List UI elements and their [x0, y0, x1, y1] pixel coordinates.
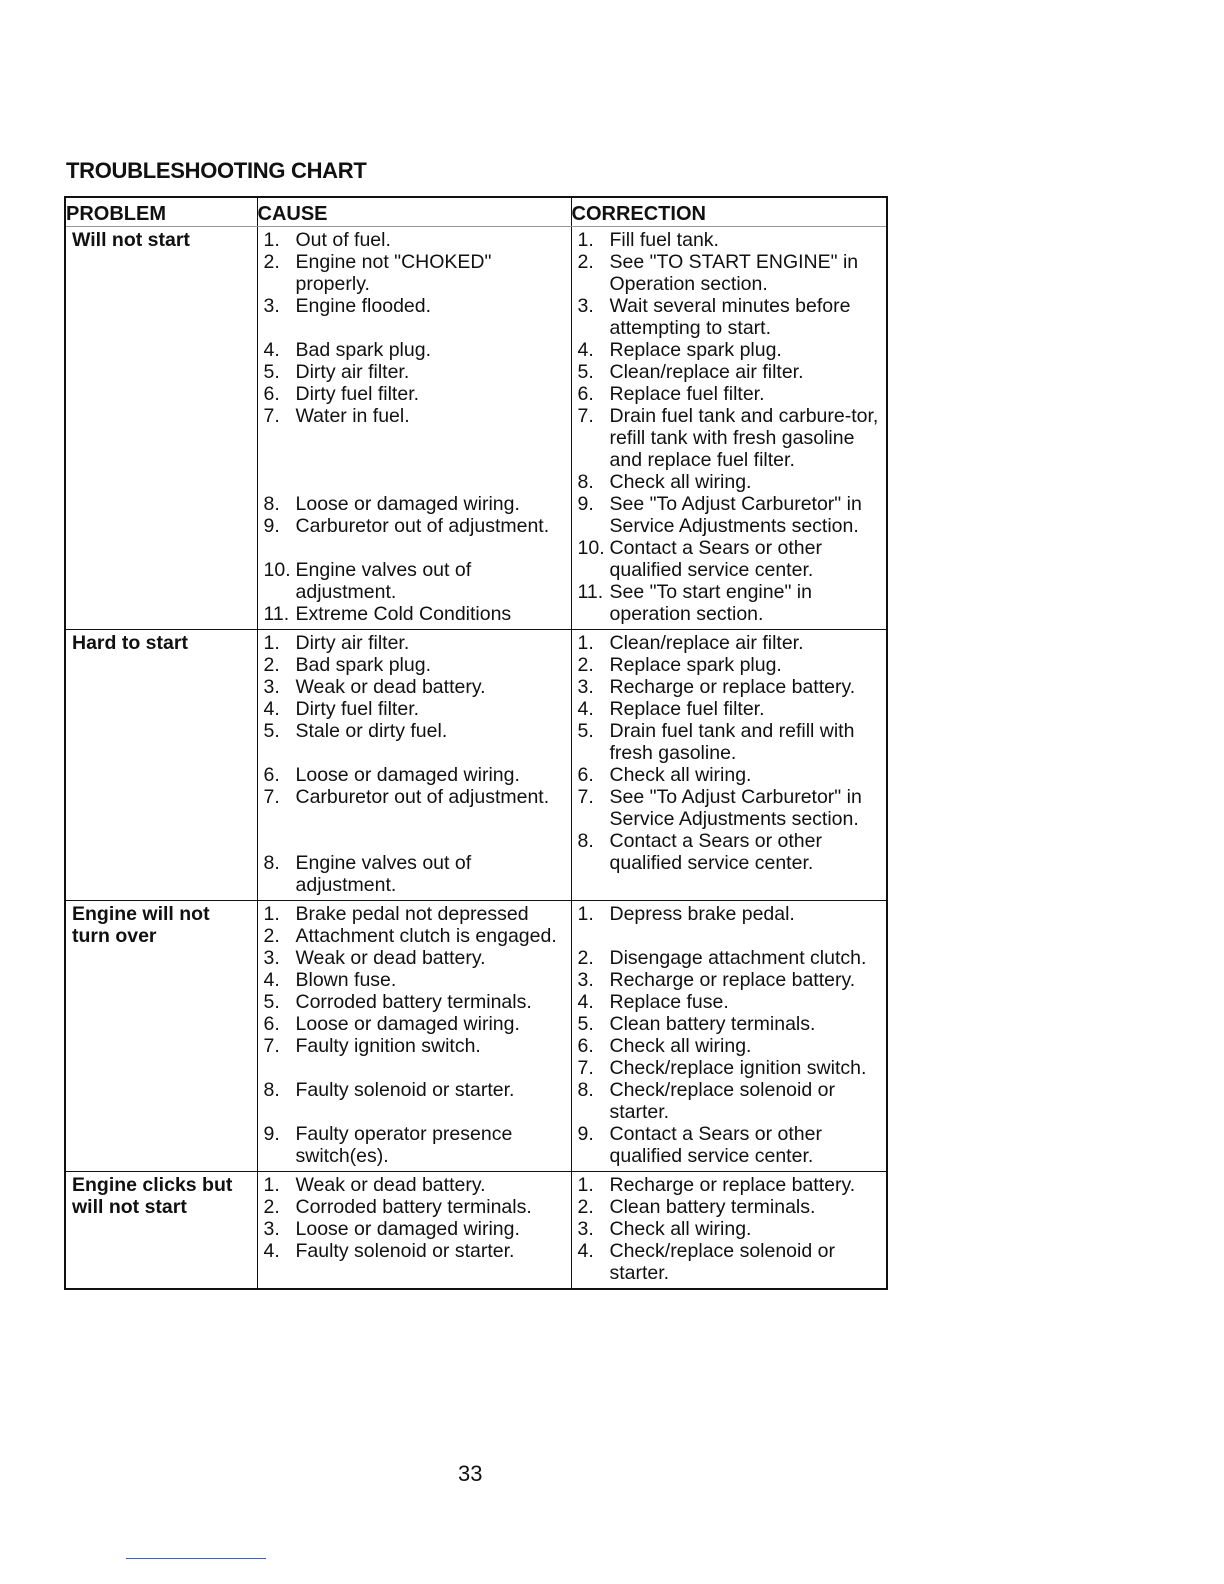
list-item: 8. Engine valves out of adjustment.	[263, 852, 472, 896]
list-item: 3. Engine flooded.	[263, 295, 432, 317]
list-item: 7. Water in fuel.	[263, 405, 410, 427]
list-item: 9. Carburetor out of adjustment.	[263, 515, 550, 537]
table-row	[65, 227, 887, 630]
cause-cell	[257, 1172, 571, 1290]
list-item: 3. Wait several minutes before attempting to start.	[577, 295, 851, 339]
problem-cell: Will not start	[72, 229, 190, 251]
table-row	[65, 1172, 887, 1290]
table-row	[65, 901, 887, 1172]
list-item: 6. Replace fuel filter.	[577, 383, 765, 405]
list-item: 2. Bad spark plug.	[263, 654, 432, 676]
list-item: 9. See "To Adjust Carburetor" in Service Adjustments section.	[577, 493, 862, 537]
list-item: 7. Faulty ignition switch.	[263, 1035, 481, 1057]
list-item: 2. Attachment clutch is engaged.	[263, 925, 557, 947]
table-row	[65, 630, 887, 901]
list-item: 1. Brake pedal not depressed	[263, 903, 529, 925]
list-item: 4. Check/replace solenoid or starter.	[577, 1240, 835, 1284]
list-item: 8. Contact a Sears or other qualified service center.	[577, 830, 822, 874]
list-item: 1. Fill fuel tank.	[577, 229, 719, 251]
list-item: 5. Stale or dirty fuel.	[263, 720, 448, 742]
problem-cell: Engine clicks but will not start	[65, 1172, 257, 1290]
list-item: 4. Blown fuse.	[263, 969, 397, 991]
troubleshooting-table	[64, 196, 888, 1290]
list-item: 5. Drain fuel tank and refill with fresh gasoline.	[577, 720, 855, 764]
list-item: 4. Replace fuse.	[577, 991, 729, 1013]
list-item: 11. See "To start engine" in operation section.	[577, 581, 812, 625]
list-item: 2. Clean battery terminals.	[577, 1196, 816, 1218]
header-cause: CAUSE	[257, 197, 571, 227]
problem-cell: Engine will not turn over	[65, 901, 257, 1172]
list-item: 1. Weak or dead battery.	[263, 1174, 486, 1196]
list-item: 5. Corroded battery terminals.	[263, 991, 532, 1013]
list-item: 5. Clean/replace air filter.	[577, 361, 804, 383]
list-item: 3. Loose or damaged wiring.	[263, 1218, 520, 1240]
table-header-row	[65, 197, 887, 227]
list-item: 1. Out of fuel.	[263, 229, 391, 251]
page-title: TROUBLESHOOTING CHART	[66, 158, 367, 183]
list-item: 1. Recharge or replace battery.	[577, 1174, 856, 1196]
list-item: 4. Faulty solenoid or starter.	[263, 1240, 515, 1262]
problem-cell: Hard to start	[65, 630, 257, 901]
list-item: 2. Engine not "CHOKED" properly.	[263, 251, 492, 295]
list-item: 8. Faulty solenoid or starter.	[263, 1079, 515, 1101]
list-item: 7. Drain fuel tank and carbure-tor, refill tank with fresh gasoline and replace fuel filter.	[577, 405, 879, 471]
list-item: 4. Dirty fuel filter.	[263, 698, 420, 720]
list-item: 3. Check all wiring.	[577, 1218, 752, 1240]
correction-cell	[571, 1172, 887, 1290]
list-item: 10. Engine valves out of adjustment.	[263, 559, 472, 603]
list-item: 5. Dirty air filter.	[263, 361, 410, 383]
list-item: 4. Bad spark plug.	[263, 339, 432, 361]
list-item: 2. Corroded battery terminals.	[263, 1196, 532, 1218]
list-item: 8. Loose or damaged wiring.	[263, 493, 520, 515]
list-item: 6. Loose or damaged wiring.	[263, 764, 520, 786]
list-item: 3. Weak or dead battery.	[263, 947, 486, 969]
list-item: 3. Recharge or replace battery.	[577, 676, 856, 698]
cause-cell	[257, 630, 571, 901]
list-item: 3. Weak or dead battery.	[263, 676, 486, 698]
list-item: 8. Check/replace solenoid or starter.	[577, 1079, 835, 1123]
list-item: 10. Contact a Sears or other qualified service center.	[577, 537, 822, 581]
list-item: 8. Check all wiring.	[577, 471, 752, 493]
list-item: 6. Dirty fuel filter.	[263, 383, 420, 405]
cause-cell	[257, 227, 571, 630]
list-item: 6. Check all wiring.	[577, 764, 752, 786]
list-item: 2. Disengage attachment clutch.	[577, 947, 867, 969]
list-item: 7. Carburetor out of adjustment.	[263, 786, 550, 808]
correction-cell	[571, 630, 887, 901]
list-item: 1. Dirty air filter.	[263, 632, 410, 654]
correction-cell	[571, 901, 887, 1172]
list-item: 6. Loose or damaged wiring.	[263, 1013, 520, 1035]
cause-cell	[257, 901, 571, 1172]
header-correction: CORRECTION	[571, 197, 887, 227]
list-item: 7. See "To Adjust Carburetor" in Service Adjustments section.	[577, 786, 862, 830]
list-item: 2. Replace spark plug.	[577, 654, 782, 676]
header-problem: PROBLEM	[65, 197, 257, 227]
list-item: 1. Clean/replace air filter.	[577, 632, 804, 654]
list-item: 5. Clean battery terminals.	[577, 1013, 816, 1035]
list-item: 9. Faulty operator presence switch(es).	[263, 1123, 513, 1167]
list-item: 3. Recharge or replace battery.	[577, 969, 856, 991]
list-item: 6. Check all wiring.	[577, 1035, 752, 1057]
list-item: 7. Check/replace ignition switch.	[577, 1057, 867, 1079]
list-item: 2. See "TO START ENGINE" in Operation section.	[577, 251, 859, 295]
list-item: 9. Contact a Sears or other qualified service center.	[577, 1123, 822, 1167]
list-item: 4. Replace spark plug.	[577, 339, 782, 361]
list-item: 1. Depress brake pedal.	[577, 903, 795, 925]
list-item: 4. Replace fuel filter.	[577, 698, 765, 720]
footer-divider	[126, 1558, 266, 1559]
page-number: 33	[458, 1461, 483, 1486]
list-item: 11. Extreme Cold Conditions	[263, 603, 512, 625]
correction-cell	[571, 227, 887, 630]
